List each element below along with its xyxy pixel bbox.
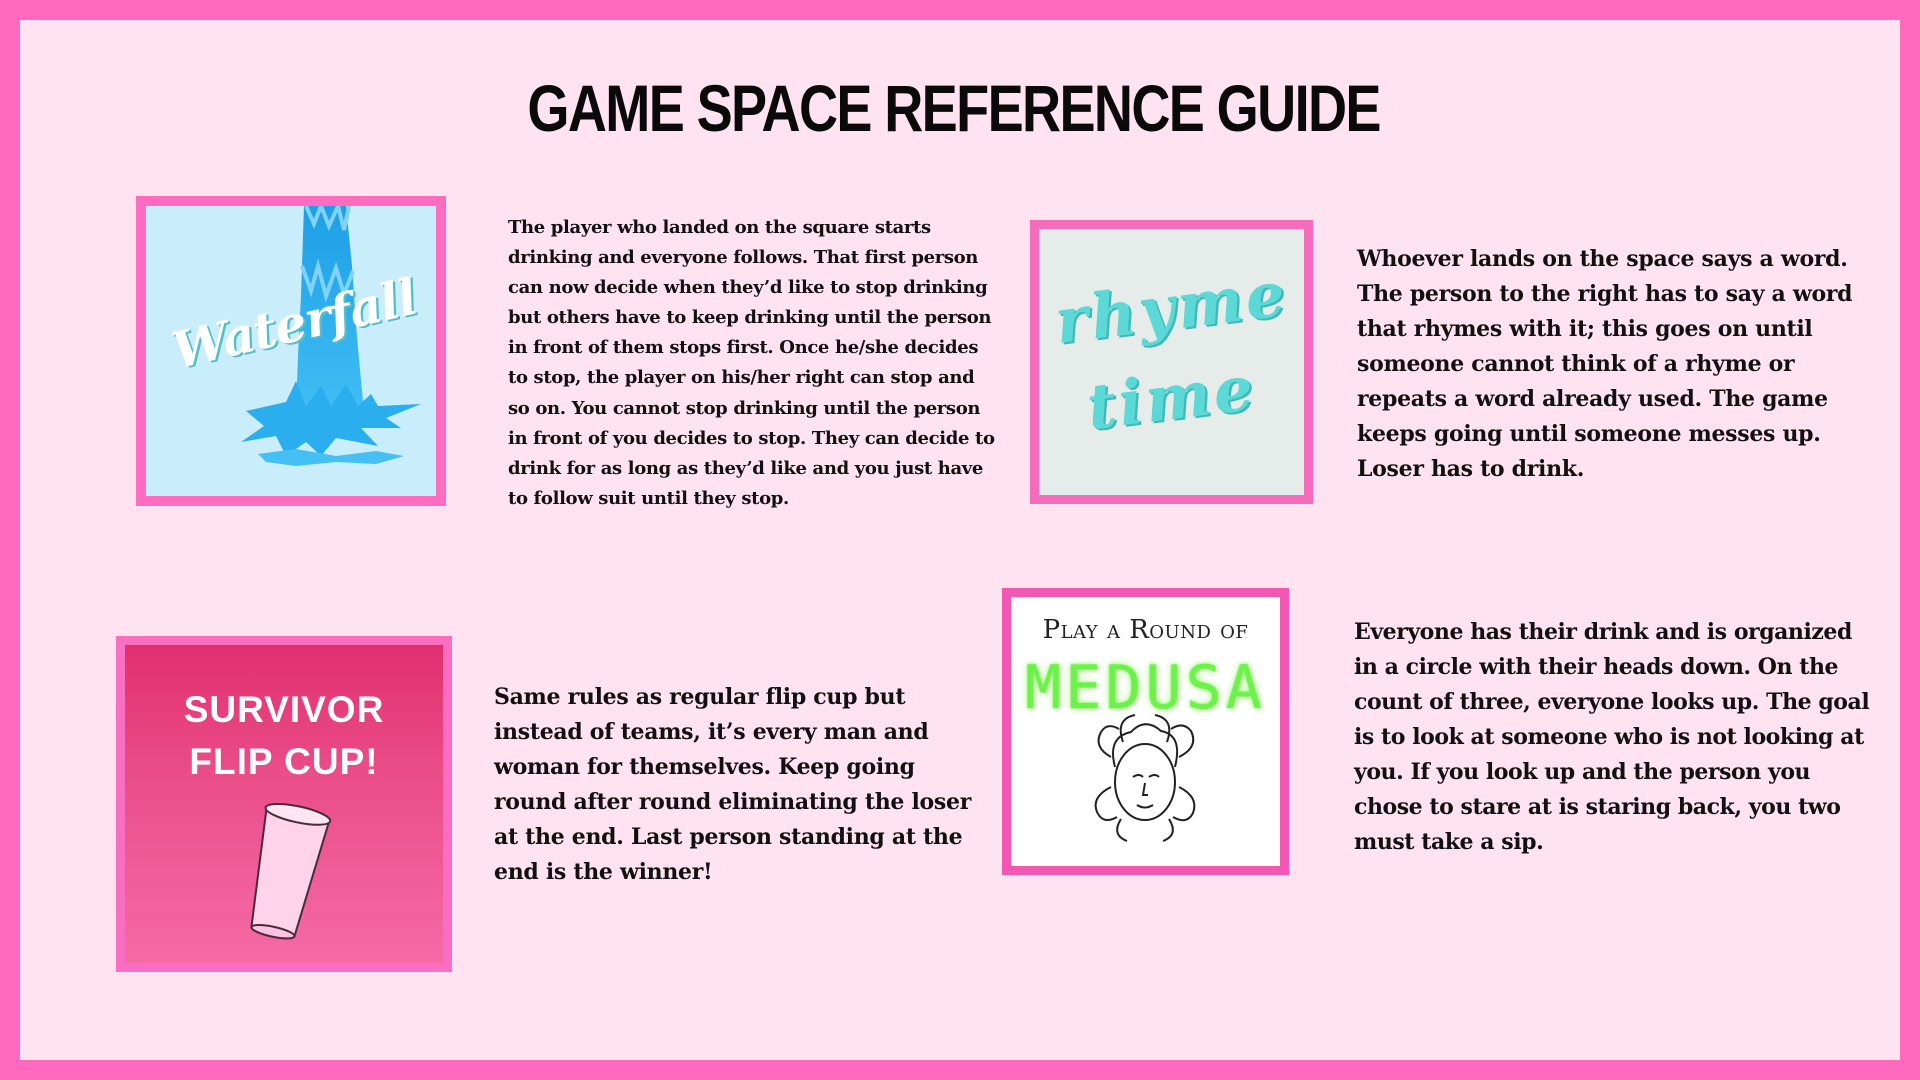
medusa-card: [1002, 588, 1289, 875]
medusa-logo-word: MEDUSA: [1025, 653, 1266, 723]
medusa-description: Everyone has their drink and is organized in a circle with their heads down. On the count of three, everyone looks up. The goal is to look at someone who is not looking at you. If you look up and the person you chose to stare at is staring back, you two must take a sip.: [1354, 619, 1870, 855]
waterfall-description: The player who landed on the square starts drinking and everyone follows. That first person can now decide when they’d like to stop drinking but others have to keep drinking until the person in front of them stops first. Once he/she decides to stop, the player on his/her right can stop and so on. You cannot stop drinking until the person in front of you decides to stop. They can decide to drink for as long as they’d like and you just have to follow suit until they stop.: [508, 217, 995, 509]
flip-cup-logo-word: FLIP CUP!: [189, 741, 379, 782]
time-logo-word: time: [1083, 350, 1260, 445]
medusa-head-icon: [1011, 597, 1280, 866]
rhyme-logo-word: rhyme: [1051, 257, 1292, 358]
waterfall-card: [136, 196, 446, 506]
rhyme-time-card: [1030, 220, 1313, 504]
rhyme-description: Whoever lands on the space says a word. The person to the right has to say a word that rhymes with it; this goes on until someone cannot think of a rhyme or repeats a word already used. The game keeps going until someone messes up. Loser has to drink.: [1357, 246, 1853, 482]
waterfall-logo-text: Waterfall: [166, 266, 422, 381]
cup-icon: [125, 645, 443, 963]
survivor-description: Same rules as regular flip cup but instead of teams, it’s every man and woman for themselves. Keep going round after round eliminating the loser at the end. Last person standing at the end is the winner!: [494, 684, 971, 885]
page-title: GAME SPACE REFERENCE GUIDE: [527, 71, 1380, 145]
survivor-logo-word: SURVIVOR: [183, 689, 385, 730]
medusa-play-round-text: Play a Round of: [1042, 615, 1249, 645]
survivor-flip-cup-card: [116, 636, 452, 972]
